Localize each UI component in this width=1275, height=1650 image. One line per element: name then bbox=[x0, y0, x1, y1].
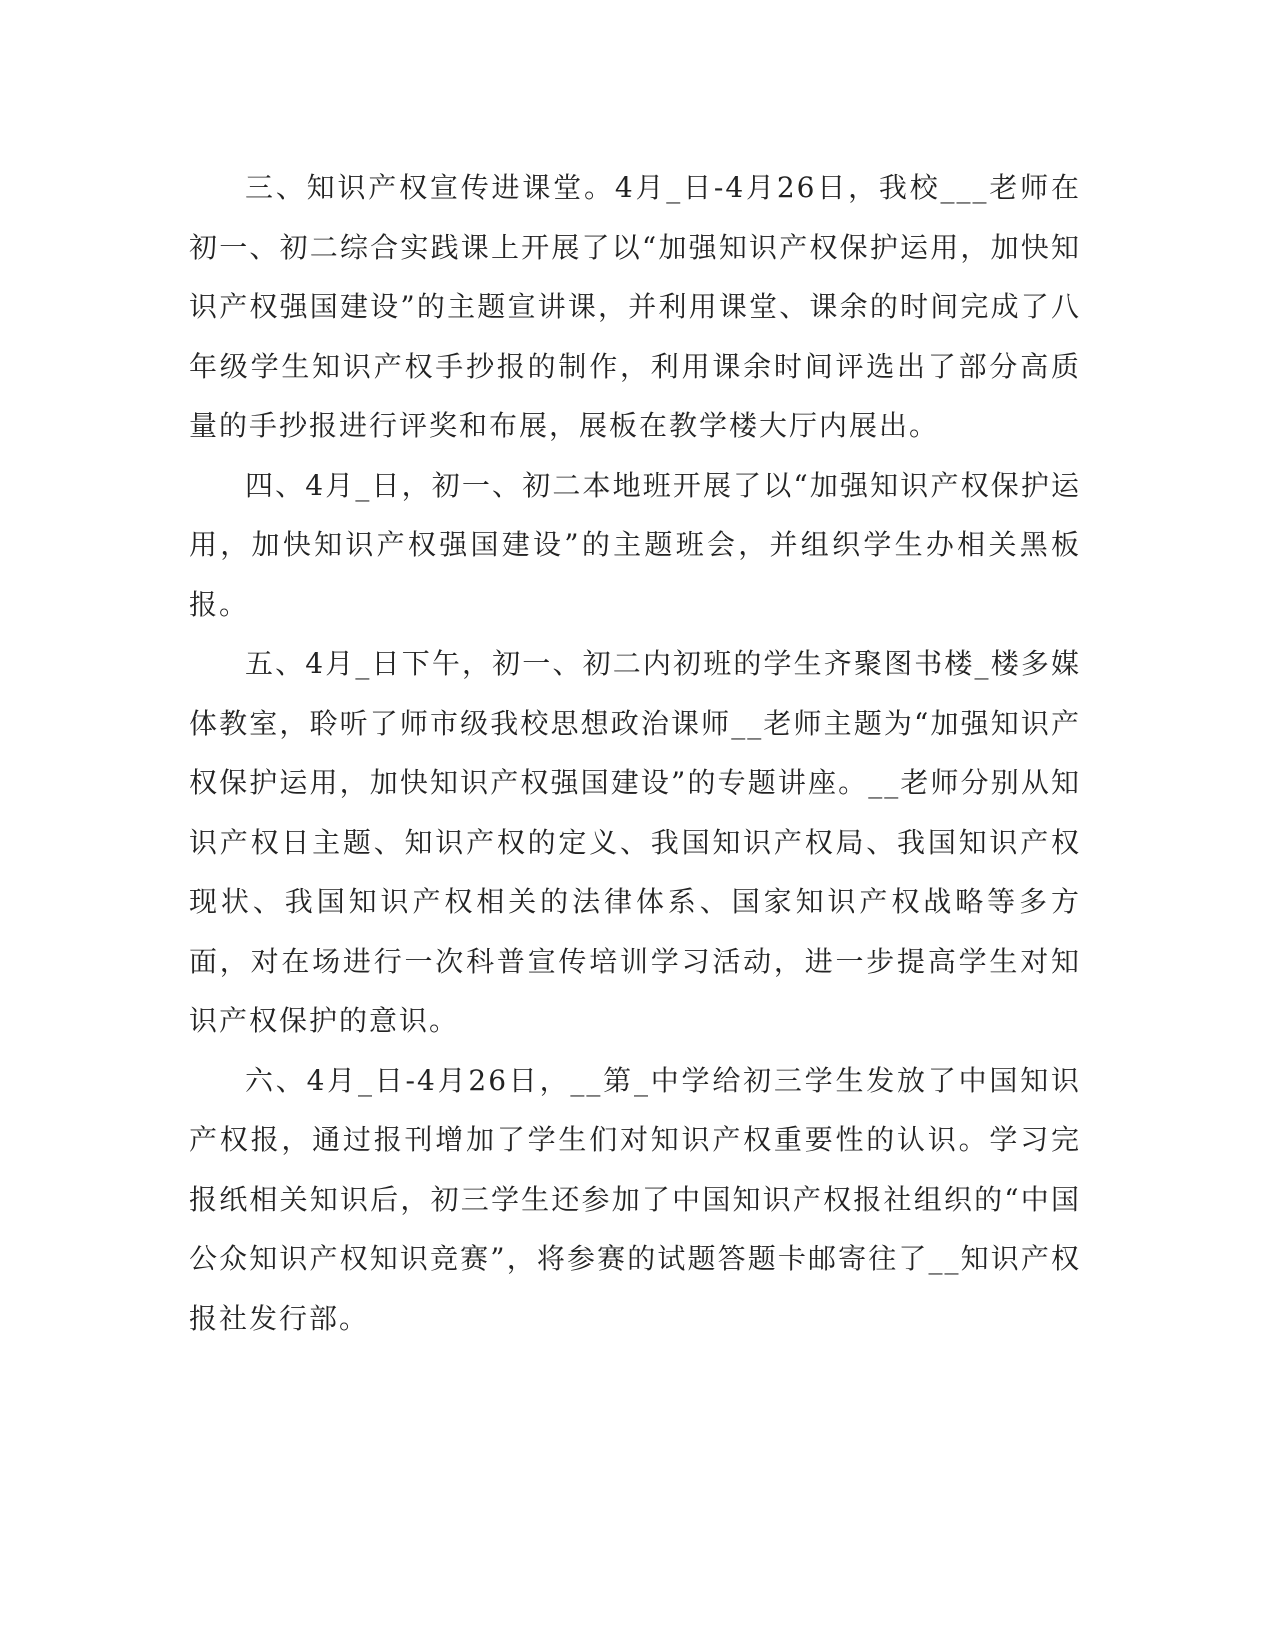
document-body bbox=[189, 158, 1081, 1348]
paragraph-six: 六、4月_日-4月26日，__第_中学给初三学生发放了中国知识产权报，通过报刊增加了学生们对知识产权重要性的认识。学习完报纸相关知识后，初三学生还参加了中国知识产权报社组织的“中国公众知识产权知识竞赛”，将参赛的试题答题卡邮寄往了__知识产权报社发行部。 bbox=[189, 1063, 1081, 1335]
paragraph-five: 五、4月_日下午，初一、初二内初班的学生齐聚图书楼_楼多媒体教室，聆听了师市级我校思想政治课师__老师主题为“加强知识产权保护运用，加快知识产权强国建设”的专题讲座。__老师分别从知识产权日主题、知识产权的定义、我国知识产权局、我国知识产权现状、我国知识产权相关的法律体系、国家知识产权战略等多方面，对在场进行一次科普宣传培训学习活动，进一步提高学生对知识产权保护的意识。 bbox=[189, 647, 1081, 1037]
paragraph-three: 三、知识产权宣传进课堂。4月_日-4月26日，我校___老师在初一、初二综合实践课上开展了以“加强知识产权保护运用，加快知识产权强国建设”的主题宣讲课，并利用课堂、课余的时间完成了八年级学生知识产权手抄报的制作，利用课余时间评选出了部分高质量的手抄报进行评奖和布展，展板在教学楼大厅内展出。 bbox=[189, 171, 1081, 442]
paragraph-four: 四、4月_日，初一、初二本地班开展了以“加强知识产权保护运用，加快知识产权强国建设”的主题班会，并组织学生办相关黑板报。 bbox=[189, 468, 1081, 621]
